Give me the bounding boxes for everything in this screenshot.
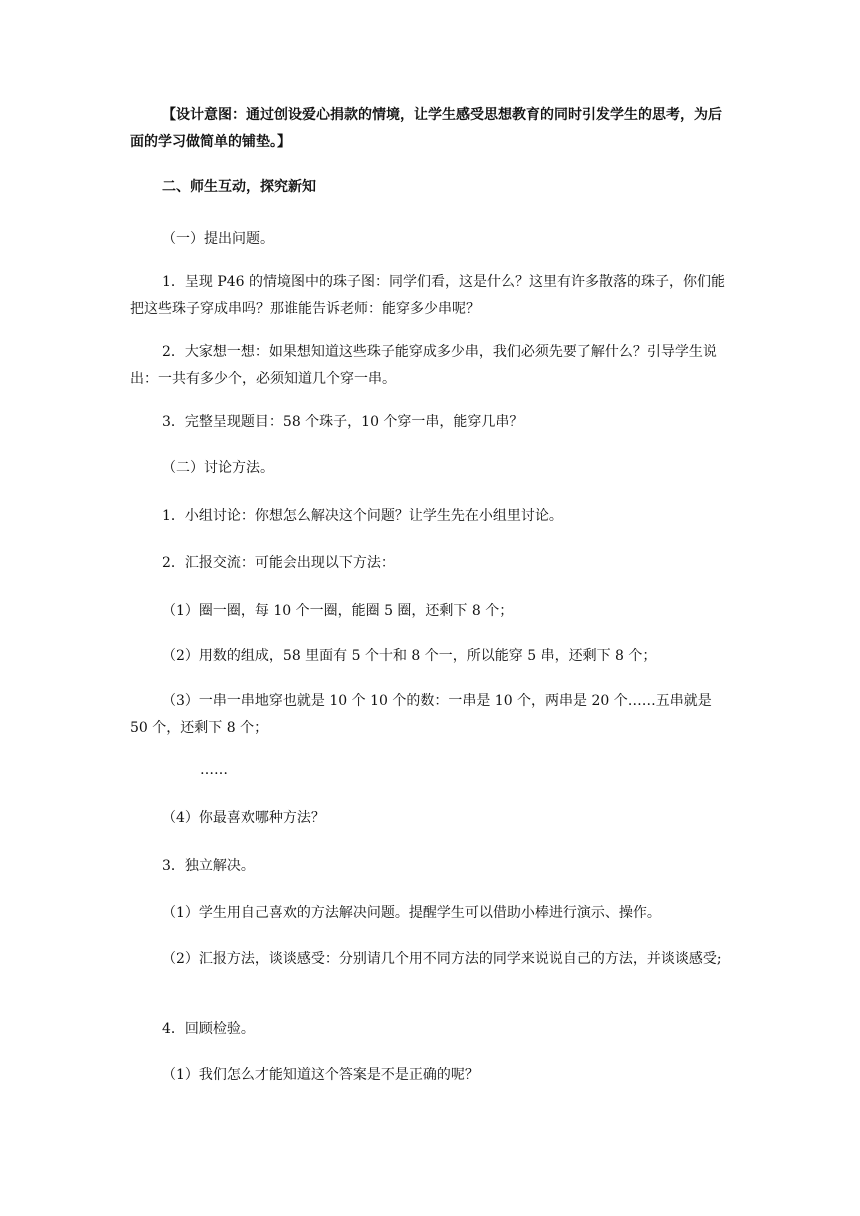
list-item: 1．小组讨论：你想怎么解决这个问题？让学生先在小组里讨论。 <box>162 508 563 524</box>
list-item: 2．汇报交流：可能会出现以下方法： <box>162 555 395 571</box>
list-item: 4．回顾检验。 <box>162 1021 255 1037</box>
method-item: （2）用数的组成，58 里面有 5 个十和 8 个一，所以能穿 5 串，还剩下 8 个； <box>162 648 657 664</box>
design-intent-paragraph: 【设计意图：通过创设爱心捐款的情境，让学生感受思想教育的同时引发学生的思考，为后面的学习做简单的铺垫。】 <box>130 107 722 150</box>
subsection-heading-raise-question: （一）提出问题。 <box>162 231 274 247</box>
ellipsis-text: …… <box>200 762 228 778</box>
list-item: 2．大家想一想：如果想知道这些珠子能穿成多少串，我们必须先要了解什么？引导学生说出：一共有多少个，必须知道几个穿一串。 <box>130 344 717 387</box>
method-item: （1）圈一圈，每 10 个一圈，能圈 5 圈，还剩下 8 个； <box>162 603 514 619</box>
list-item: 3．独立解决。 <box>162 858 255 874</box>
method-item: （4）你最喜欢哪种方法？ <box>162 810 325 826</box>
solve-item: （2）汇报方法，谈谈感受：分别请几个用不同方法的同学来说说自己的方法，并谈谈感受; <box>162 951 722 967</box>
solve-item: （1）学生用自己喜欢的方法解决问题。提醒学生可以借助小棒进行演示、操作。 <box>162 905 661 921</box>
method-item: （3）一串一串地穿也就是 10 个 10 个的数：一串是 10 个，两串是 20 个……五串就是 50 个，还剩下 8 个； <box>130 693 712 736</box>
list-item: 3．完整呈现题目：58 个珠子，10 个穿一串，能穿几串？ <box>162 414 524 430</box>
section-heading: 二、师生互动，探究新知 <box>162 179 316 195</box>
list-item: 1．呈现 P46 的情境图中的珠子图：同学们看，这是什么？这里有许多散落的珠子，你们能把这些珠子穿成串吗？那谁能告诉老师：能穿多少串呢？ <box>130 274 726 317</box>
review-item: （1）我们怎么才能知道这个答案是不是正确的呢？ <box>162 1067 479 1083</box>
subsection-heading-discuss-methods: （二）讨论方法。 <box>162 460 274 476</box>
